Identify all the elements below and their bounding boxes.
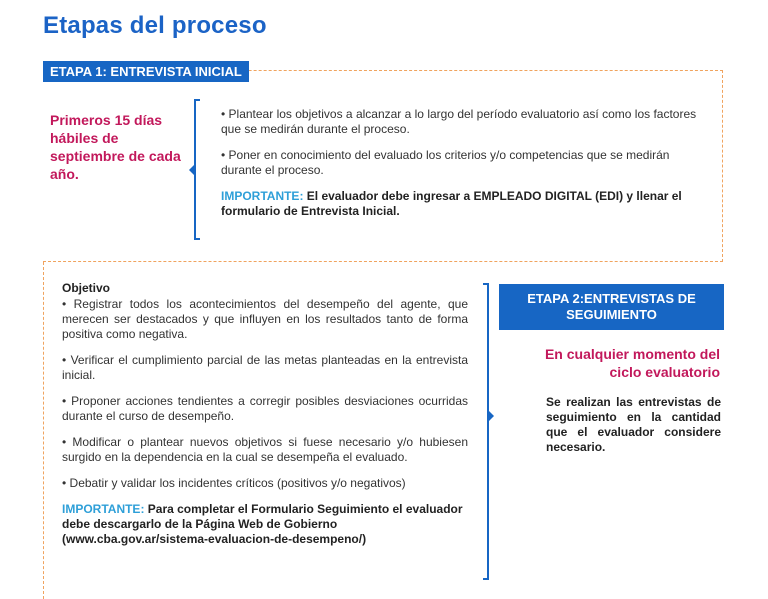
website-url: (www.cba.gov.ar/sistema-evaluacion-de-desempeno/)	[62, 532, 367, 546]
objective-heading: Objetivo	[62, 281, 111, 295]
stage2-bullet: • Verificar el cumplimiento parcial de las metas planteadas en la entrevista inicial.	[62, 353, 468, 382]
stage2-label: ETAPA 2:ENTREVISTAS DE SEGUIMIENTO	[499, 284, 724, 330]
stage2-bullet: • Registrar todos los acontecimientos del desempeño del agente, que merecen ser destacados y que influyen en los resultados tanto de forma positiva como negativa.	[62, 297, 468, 341]
stage1-bullet: • Poner en conocimiento del evaluado los criterios y/o competencias que se medirán durante el proceso.	[221, 148, 670, 177]
stage1-bracket-pointer	[189, 165, 194, 175]
stage2-bracket-pointer	[489, 411, 494, 421]
important-label: IMPORTANTE:	[221, 189, 304, 203]
stage2-content	[62, 281, 468, 558]
stage2-bullet: • Debatir y validar los incidentes críticos (positivos y/o negativos)	[62, 476, 406, 490]
stage1-content	[221, 107, 701, 230]
stage1-label: ETAPA 1: ENTREVISTA INICIAL	[43, 61, 249, 82]
page-title: Etapas del proceso	[43, 12, 267, 39]
stage1-important-note	[221, 189, 701, 219]
stage1-bullet: • Plantear los objetivos a alcanzar a lo largo del período evaluatorio así como los factores que se medirán durante el proceso.	[221, 107, 697, 136]
stage2-dashed-frame	[43, 262, 47, 599]
stage2-important-note	[62, 502, 468, 547]
stage2-bullet: • Modificar o plantear nuevos objetivos si fuese necesario y/o hubiesen surgido en la dependencia en la cual se desempeña el evaluado.	[62, 435, 468, 464]
important-label: IMPORTANTE:	[62, 502, 145, 516]
stage1-timing: Primeros 15 días hábiles de septiembre de cada año.	[50, 112, 181, 182]
stage2-bracket	[483, 283, 489, 580]
important-text: Para completar el Formulario Seguimiento el evaluador debe descargarlo de la Página Web de Gobierno	[62, 502, 463, 531]
stage2-timing: En cualquier momento del ciclo evaluatorio	[544, 346, 720, 380]
stage2-bullet: • Proponer acciones tendientes a corregir posibles desviaciones ocurridas durante el curso de desempeño.	[62, 394, 468, 423]
stage1-bracket	[194, 99, 200, 240]
important-text: El evaluador debe ingresar a EMPLEADO DIGITAL (EDI) y llenar el formulario de Entrevista Inicial.	[221, 189, 682, 218]
stage2-note: Se realizan las entrevistas de seguimiento en la cantidad que el evaluador considere necesario.	[546, 395, 721, 454]
